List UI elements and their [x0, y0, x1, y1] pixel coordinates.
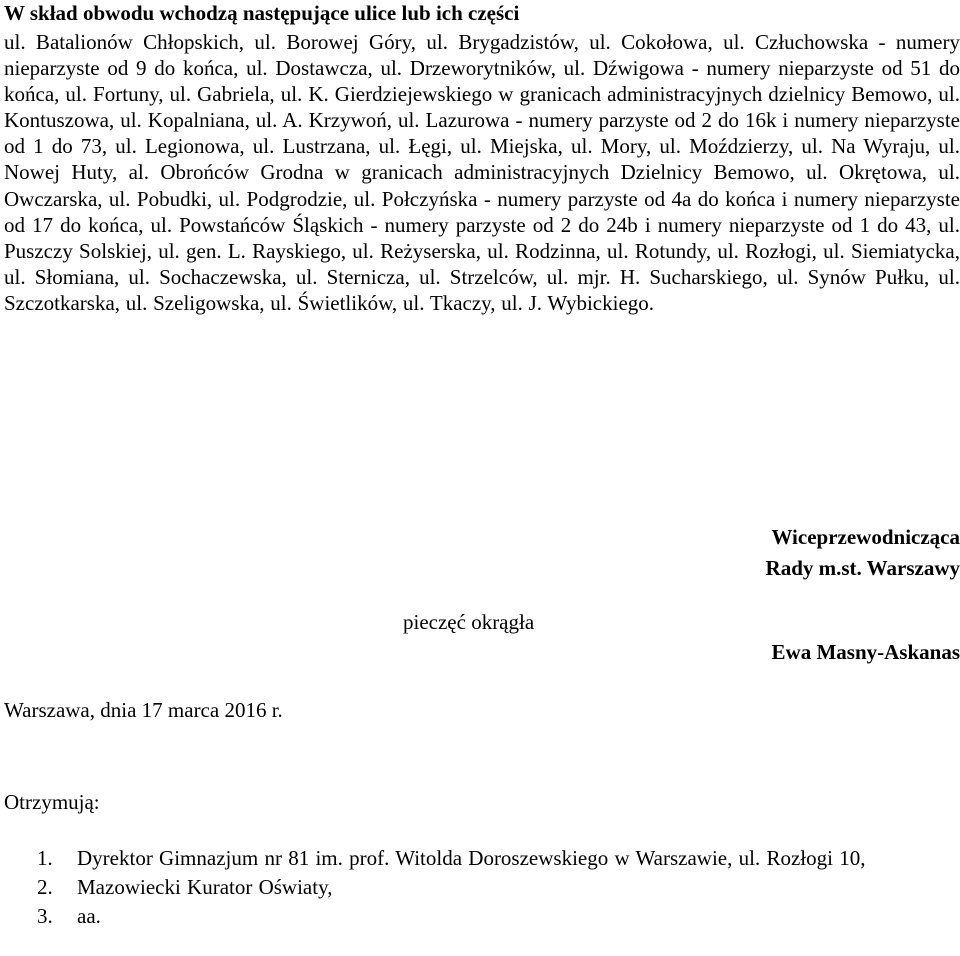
list-item-text: Mazowiecki Kurator Oświaty, — [77, 875, 333, 899]
list-item — [4, 874, 960, 900]
recipients-label: Otrzymują: — [4, 790, 100, 814]
list-item — [4, 845, 960, 871]
stamp-placeholder: pieczęć okrągła — [403, 610, 535, 634]
recipients-list — [4, 845, 960, 932]
signature-title-line2: Rady m.st. Warszawy — [765, 556, 960, 580]
list-item-number: 3. — [37, 904, 53, 928]
date-line: Warszawa, dnia 17 marca 2016 r. — [4, 698, 283, 722]
list-item-number: 2. — [37, 875, 53, 899]
list-item — [4, 903, 960, 929]
list-item-text: aa. — [77, 904, 101, 928]
document-heading: W skład obwodu wchodzą następujące ulice lub ich części — [4, 1, 520, 25]
streets-paragraph: ul. Batalionów Chłopskich, ul. Borowej Góry, ul. Brygadzistów, ul. Cokołowa, ul. Człuchowska - numery nieparzyste od 9 do końca, ul. Dostawcza, ul. Drzeworytników, ul. Dźwigowa - numery nieparzyste od 51 do końca, ul. Fortuny, ul. Gabriela, ul. K. Gierdziejewskiego w granicach administracyjnych dzielnicy Bemowo, ul. Kontuszowa, ul. Kopalniana, ul. A. Krzywoń, ul. Lazurowa - numery parzyste od 2 do 16k i numery nieparzyste od 1 do 73, ul. Legionowa, ul. Lustrzana, ul. Łęgi, ul. Miejska, ul. Mory, ul. Moździerzy, ul. Na Wyraju, ul. Nowej Huty, al. Obrońców Grodna w granicach administracyjnych Dzielnicy Bemowo, ul. Okrętowa, ul. Owczarska, ul. Pobudki, ul. Podgrodzie, ul. Połczyńska - numery parzyste od 4a do końca i numery nieparzyste od 17 do końca, ul. Powstańców Śląskich - numery parzyste od 2 do 24b i numery nieparzyste od 1 do 43, ul. Puszczy Solskiej, ul. gen. L. Rayskiego, ul. Reżyserska, ul. Rodzinna, ul. Rotundy, ul. Rozłogi, ul. Siemiatycka, ul. Słomiana, ul. Sochaczewska, ul. Sternicza, ul. Strzelców, ul. mjr. H. Sucharskiego, ul. Synów Pułku, ul. Szczotkarska, ul. Szeligowska, ul. Świetlików, ul. Tkaczy, ul. J. Wybickiego. — [4, 30, 960, 315]
signature-title-line1: Wiceprzewodnicząca — [771, 525, 960, 549]
list-item-number: 1. — [37, 846, 53, 870]
list-item-text: Dyrektor Gimnazjum nr 81 im. prof. Witolda Doroszewskiego w Warszawie, ul. Rozłogi 10, — [77, 846, 866, 870]
signatory-name: Ewa Masny-Askanas — [771, 640, 960, 664]
signature-block — [660, 522, 960, 584]
